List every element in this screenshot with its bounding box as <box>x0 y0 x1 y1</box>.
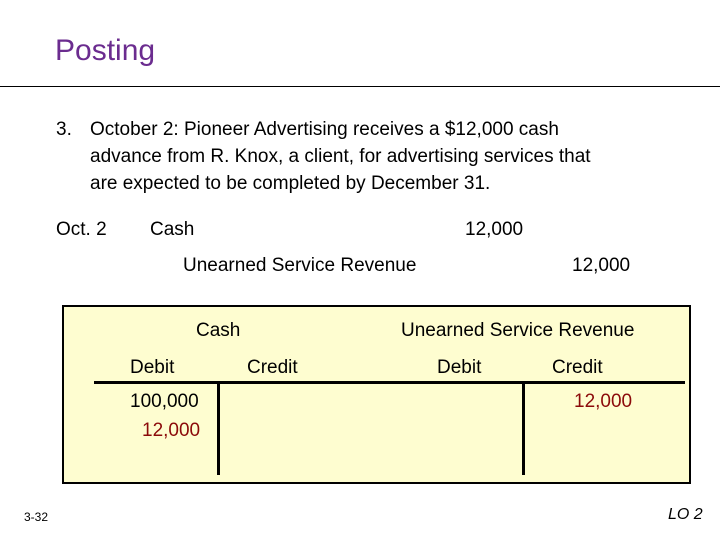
journal-credit-account: Unearned Service Revenue <box>183 255 417 276</box>
journal-debit-amount: 12,000 <box>465 219 524 240</box>
t-account-unearned-horizontal-rule <box>401 381 685 384</box>
t-account-unearned-debit-label: Debit <box>437 357 482 378</box>
page-number: 3-32 <box>24 510 49 524</box>
journal-date: Oct. 2 <box>56 219 107 240</box>
journal-credit-amount: 12,000 <box>572 255 631 276</box>
transaction-line: advance from R. Knox, a client, for advertising services that <box>90 146 591 167</box>
page-title: Posting <box>55 34 156 67</box>
t-account-unearned-credit-entry: 12,000 <box>574 391 633 412</box>
t-account-unearned-credit-label: Credit <box>552 357 603 378</box>
t-accounts-panel <box>62 305 691 484</box>
t-account-cash-debit-entry: 100,000 <box>130 391 199 412</box>
t-account-cash-vertical-rule <box>217 381 220 475</box>
transaction-number: 3. <box>56 119 72 140</box>
learning-objective: LO 2 <box>668 506 703 523</box>
t-account-unearned-title: Unearned Service Revenue <box>401 320 635 341</box>
t-account-cash-debit-entry: 12,000 <box>142 420 201 441</box>
journal-debit-account: Cash <box>150 219 195 240</box>
t-account-cash-horizontal-rule <box>94 381 403 384</box>
title-divider <box>0 86 720 87</box>
transaction-line: October 2: Pioneer Advertising receives a $12,000 cash <box>90 119 559 140</box>
transaction-line: are expected to be completed by December 31. <box>90 173 491 194</box>
t-account-cash-title: Cash <box>196 320 241 341</box>
t-account-cash-debit-label: Debit <box>130 357 175 378</box>
t-account-unearned-vertical-rule <box>522 381 525 475</box>
transaction-description <box>56 116 696 197</box>
t-account-cash-credit-label: Credit <box>247 357 298 378</box>
